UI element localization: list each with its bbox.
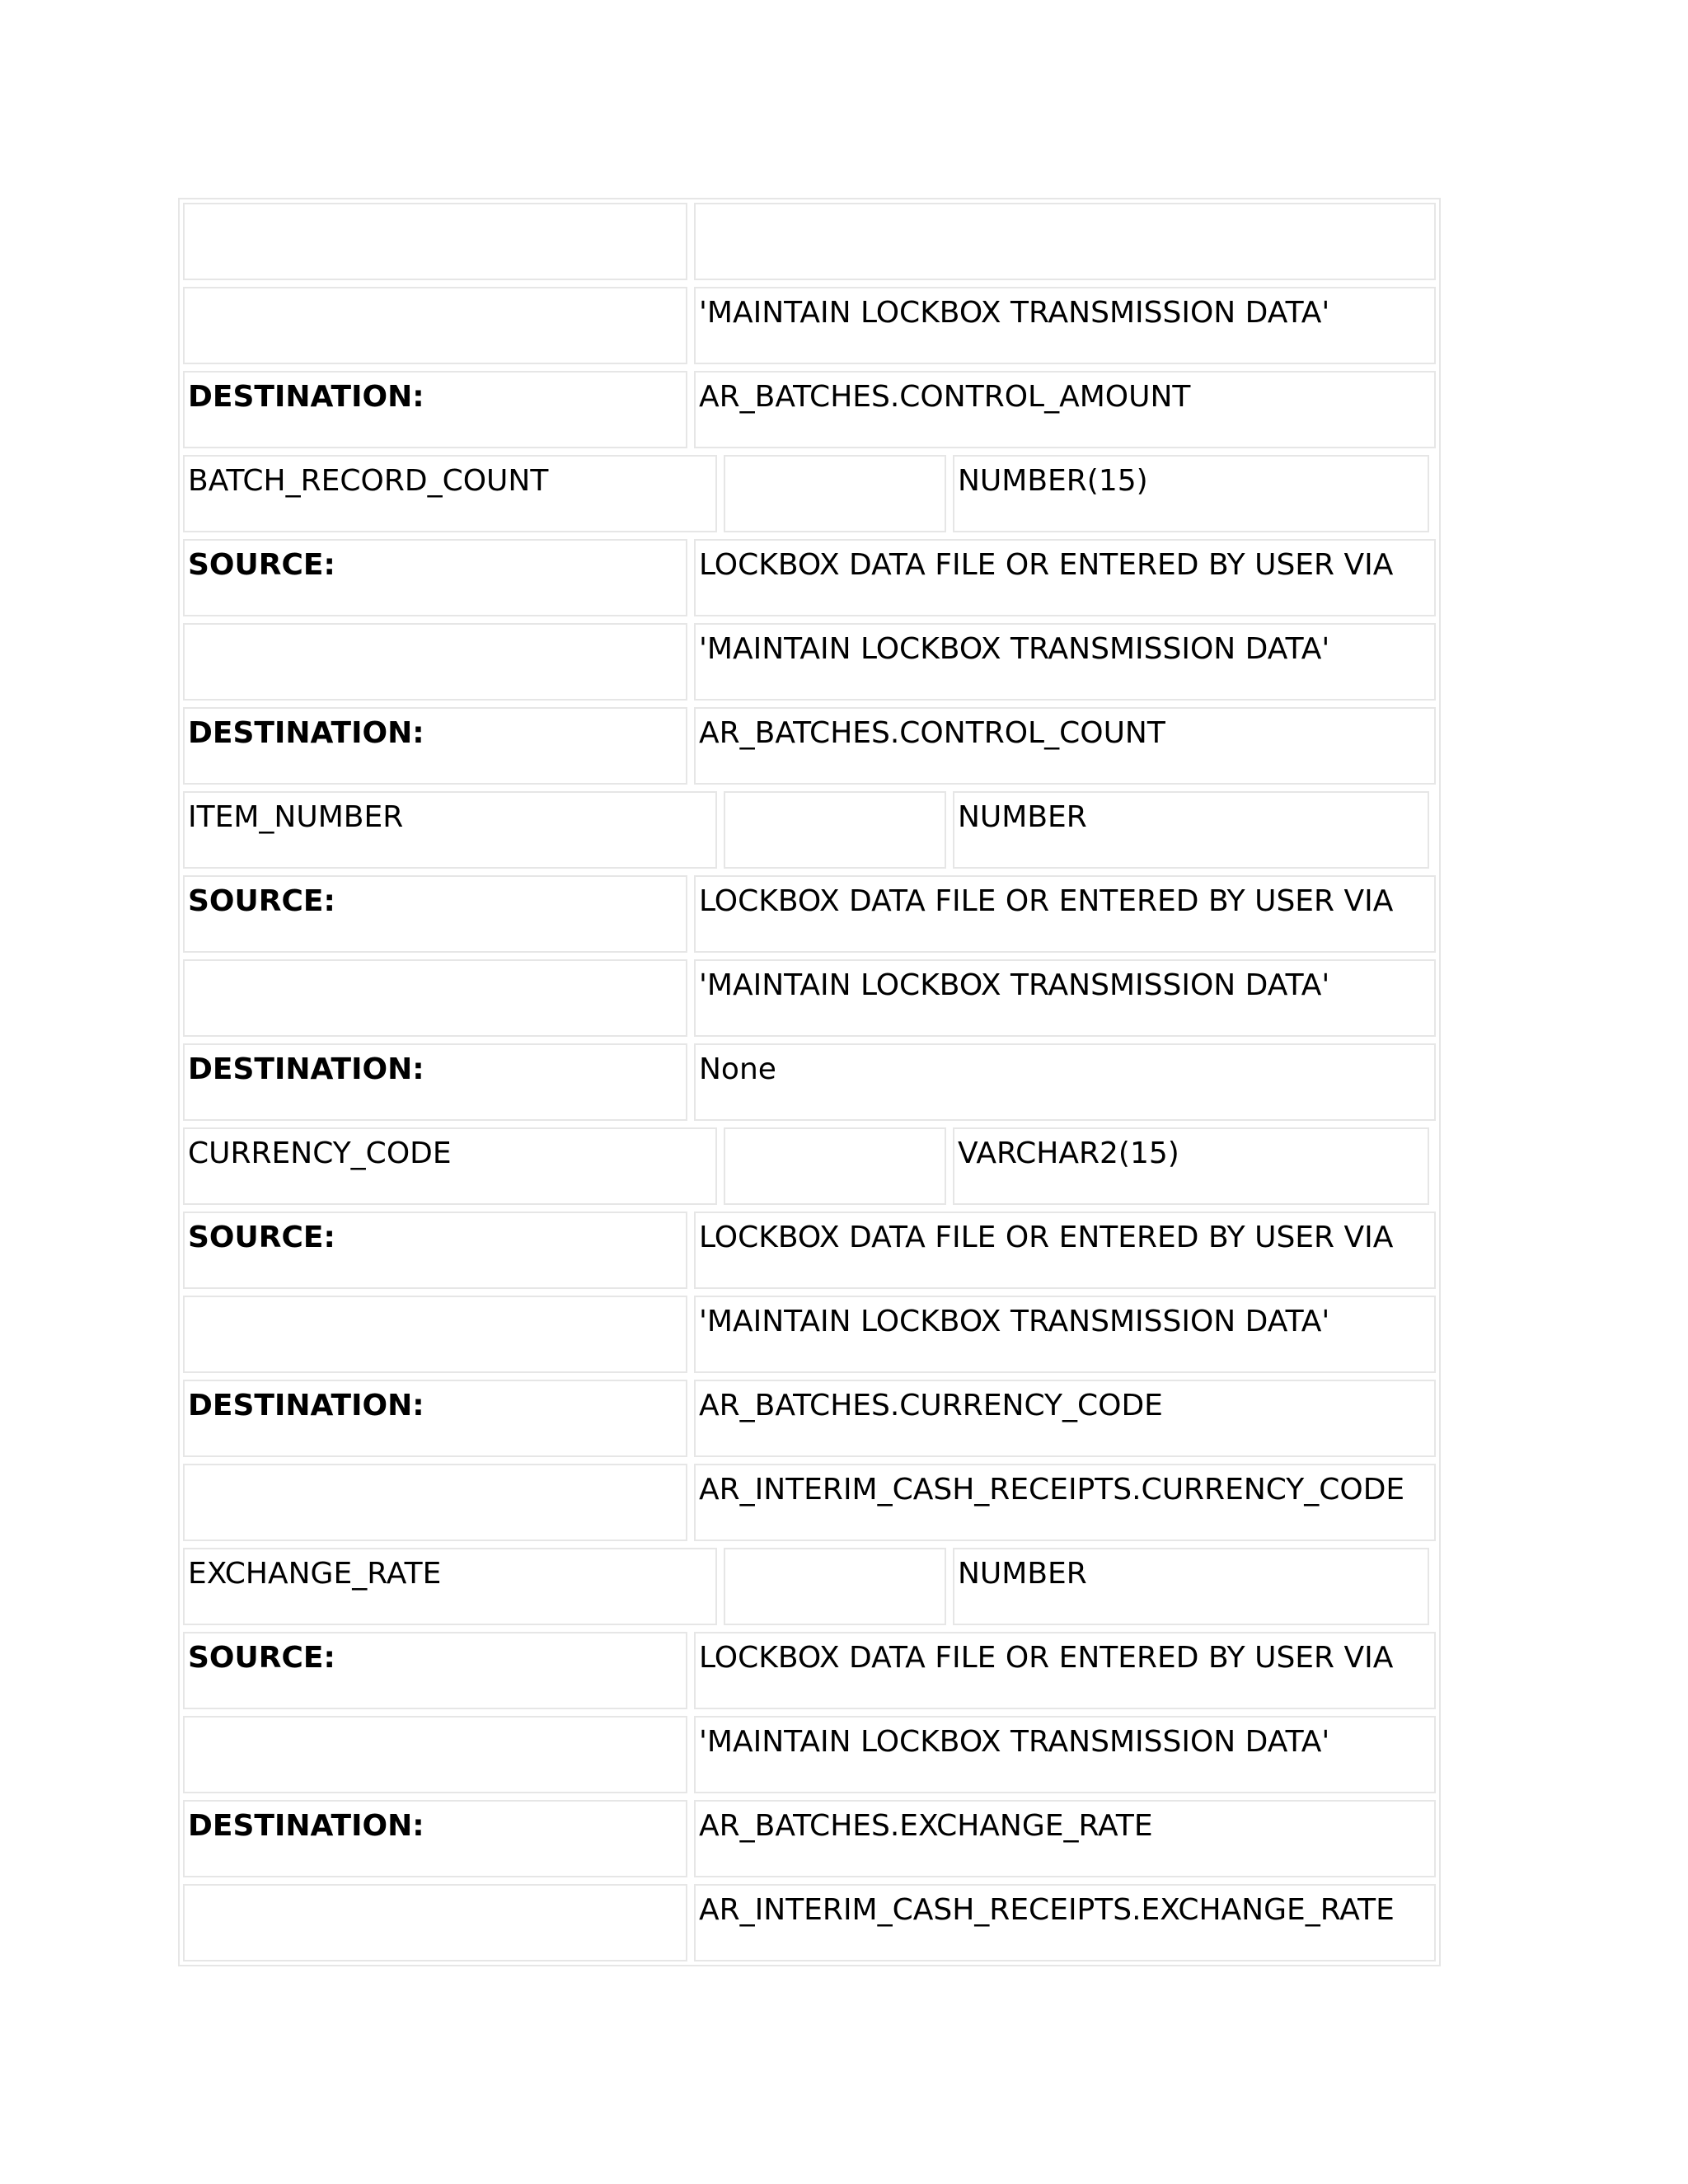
field-name: BATCH_RECORD_COUNT	[183, 455, 717, 532]
field-datatype: VARCHAR2(15)	[953, 1127, 1429, 1205]
document-table	[178, 198, 1441, 1966]
table-row	[183, 1043, 1436, 1121]
row-label: DESTINATION:	[183, 1800, 687, 1877]
row-label: SOURCE:	[183, 1632, 687, 1709]
row-value: AR_BATCHES.CURRENCY_CODE	[694, 1380, 1436, 1457]
row-label: DESTINATION:	[183, 1380, 687, 1457]
table-row	[183, 959, 1436, 1037]
field-name: ITEM_NUMBER	[183, 791, 717, 869]
row-label	[183, 959, 687, 1037]
table-row	[183, 1296, 1436, 1373]
row-value: LOCKBOX DATA FILE OR ENTERED BY USER VIA	[694, 875, 1436, 953]
field-row	[183, 455, 1436, 532]
field-middle	[724, 791, 946, 869]
table-row	[183, 1212, 1436, 1289]
row-value: 'MAINTAIN LOCKBOX TRANSMISSION DATA'	[694, 1296, 1436, 1373]
table-row	[183, 1632, 1436, 1709]
field-row	[183, 1127, 1436, 1205]
table-row	[183, 875, 1436, 953]
row-label	[183, 1296, 687, 1373]
table-row	[183, 1380, 1436, 1457]
row-label	[183, 287, 687, 364]
field-middle	[724, 455, 946, 532]
row-value: 'MAINTAIN LOCKBOX TRANSMISSION DATA'	[694, 287, 1436, 364]
field-datatype: NUMBER	[953, 791, 1429, 869]
row-label	[183, 1464, 687, 1541]
row-value: LOCKBOX DATA FILE OR ENTERED BY USER VIA	[694, 1632, 1436, 1709]
row-value: AR_BATCHES.EXCHANGE_RATE	[694, 1800, 1436, 1877]
row-value: AR_BATCHES.CONTROL_AMOUNT	[694, 371, 1436, 448]
row-value: AR_INTERIM_CASH_RECEIPTS.CURRENCY_CODE	[694, 1464, 1436, 1541]
row-label: DESTINATION:	[183, 1043, 687, 1121]
row-value: AR_BATCHES.CONTROL_COUNT	[694, 707, 1436, 785]
row-value: 'MAINTAIN LOCKBOX TRANSMISSION DATA'	[694, 959, 1436, 1037]
row-label: SOURCE:	[183, 875, 687, 953]
field-name: EXCHANGE_RATE	[183, 1548, 717, 1625]
row-label: DESTINATION:	[183, 707, 687, 785]
row-label: SOURCE:	[183, 539, 687, 616]
table-row	[183, 707, 1436, 785]
field-row	[183, 791, 1436, 869]
field-datatype: NUMBER	[953, 1548, 1429, 1625]
row-value: LOCKBOX DATA FILE OR ENTERED BY USER VIA	[694, 539, 1436, 616]
table-row	[183, 1464, 1436, 1541]
table-row	[183, 287, 1436, 364]
row-label: DESTINATION:	[183, 371, 687, 448]
row-value: AR_INTERIM_CASH_RECEIPTS.EXCHANGE_RATE	[694, 1884, 1436, 1961]
table-row	[183, 623, 1436, 701]
row-label	[183, 1716, 687, 1793]
row-value: LOCKBOX DATA FILE OR ENTERED BY USER VIA	[694, 1212, 1436, 1289]
field-middle	[724, 1127, 946, 1205]
table-row	[183, 1800, 1436, 1877]
table-row	[183, 203, 1436, 280]
table-row	[183, 371, 1436, 448]
field-row	[183, 1548, 1436, 1625]
row-value: 'MAINTAIN LOCKBOX TRANSMISSION DATA'	[694, 1716, 1436, 1793]
field-middle	[724, 1548, 946, 1625]
field-datatype: NUMBER(15)	[953, 455, 1429, 532]
table-row	[183, 1884, 1436, 1961]
field-name: CURRENCY_CODE	[183, 1127, 717, 1205]
row-label	[183, 1884, 687, 1961]
row-label	[183, 203, 687, 280]
row-value: 'MAINTAIN LOCKBOX TRANSMISSION DATA'	[694, 623, 1436, 701]
table-row	[183, 539, 1436, 616]
row-value	[694, 203, 1436, 280]
row-label: SOURCE:	[183, 1212, 687, 1289]
table-row	[183, 1716, 1436, 1793]
row-label	[183, 623, 687, 701]
row-value: None	[694, 1043, 1436, 1121]
